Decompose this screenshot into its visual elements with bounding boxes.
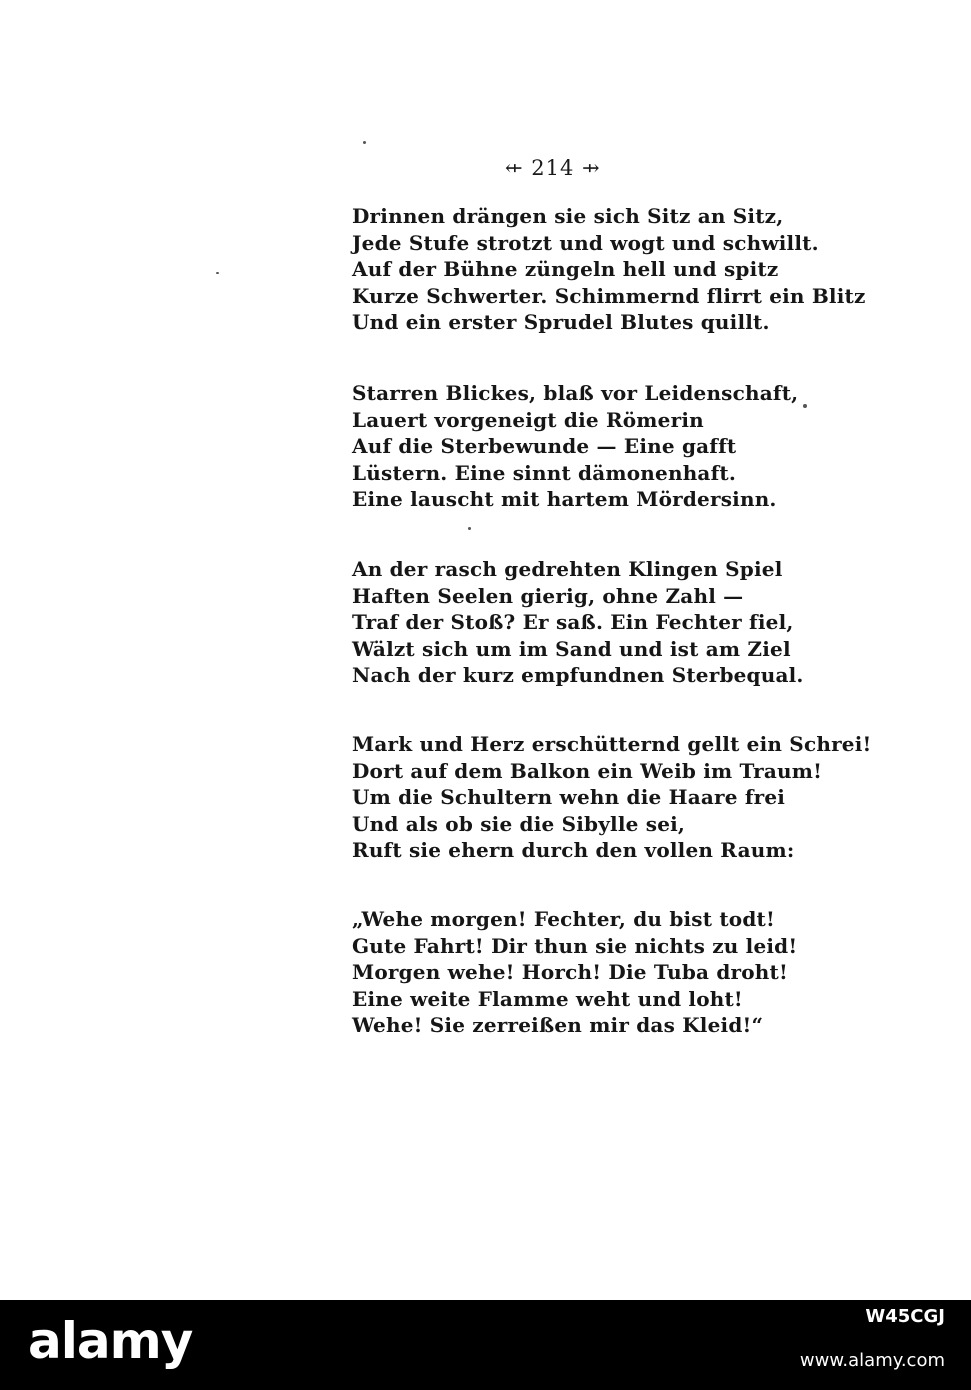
verse-line: Wälzt sich um im Sand und ist am Ziel (352, 636, 791, 661)
verse-line: Lüstern. Eine sinnt dämonenhaft. (352, 460, 736, 485)
verse-line: Jede Stufe strotzt und wogt und schwillt. (352, 230, 819, 255)
ink-speck (468, 527, 471, 530)
verse-line: Traf der Stoß? Er saß. Ein Fechter fiel, (352, 610, 794, 634)
stanza-5 (352, 906, 797, 1039)
ink-speck (216, 272, 219, 274)
verse-line: Eine lauscht mit hartem Mördersinn. (352, 487, 777, 511)
verse-line: Auf die Sterbewunde — Eine gafft (352, 434, 737, 458)
verse-line: Nach der kurz empfundnen Sterbequal. (352, 663, 804, 687)
verse-line: Um die Schultern wehn die Haare frei (352, 785, 786, 809)
verse-line: Ruft sie ehern durch den vollen Raum: (352, 838, 795, 862)
verse-line: Und ein erster Sprudel Blutes quillt. (352, 310, 770, 334)
verse-line: An der rasch gedrehten Klingen Spiel (352, 557, 783, 581)
verse-line: Lauert vorgeneigt die Römerin (352, 407, 704, 432)
ink-speck (363, 141, 366, 144)
image-id-label: W45CGJ (865, 1306, 945, 1327)
ink-speck (803, 404, 807, 408)
stanza-3 (352, 556, 804, 689)
stanza-1 (352, 203, 866, 336)
page-number: ⇷ 214 ⇸ (505, 156, 601, 180)
stanza-4 (352, 731, 872, 864)
verse-line: Haften Seelen gierig, ohne Zahl — (352, 583, 744, 608)
watermark-url: www.alamy.com (799, 1350, 945, 1371)
verse-line: Eine weite Flamme weht und loht! (352, 986, 743, 1011)
verse-line: Kurze Schwerter. Schimmernd flirrt ein Blitz (352, 283, 866, 308)
verse-line: Wehe! Sie zerreißen mir das Kleid!“ (352, 1013, 764, 1037)
alamy-logo: alamy (28, 1312, 193, 1370)
verse-line: Gute Fahrt! Dir thun sie nichts zu leid! (352, 933, 798, 958)
verse-line: Und als ob sie die Sibylle sei, (352, 811, 686, 836)
verse-line: Starren Blickes, blaß vor Leidenschaft, (352, 381, 799, 405)
verse-line: „Wehe morgen! Fechter, du bist todt! (352, 907, 775, 931)
verse-line: Auf der Bühne züngeln hell und spitz (352, 257, 779, 281)
verse-line: Dort auf dem Balkon ein Weib im Traum! (352, 758, 823, 783)
stanza-2 (352, 380, 798, 513)
verse-line: Drinnen drängen sie sich Sitz an Sitz, (352, 204, 784, 228)
verse-line: Mark und Herz erschütternd gellt ein Schrei! (352, 732, 872, 756)
verse-line: Morgen wehe! Horch! Die Tuba droht! (352, 960, 788, 984)
